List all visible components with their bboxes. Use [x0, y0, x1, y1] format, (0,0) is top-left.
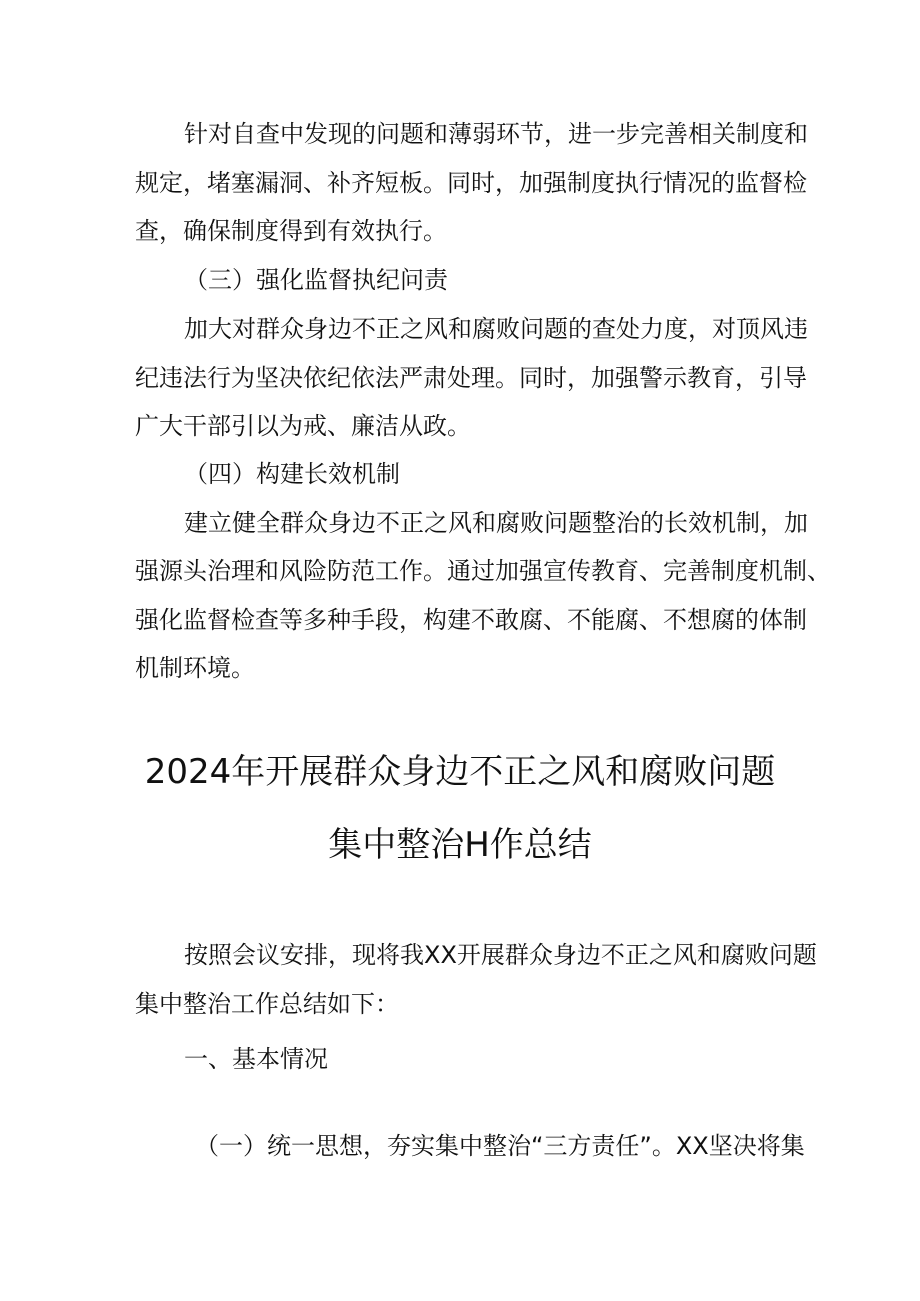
- paragraph-line: 强源头治理和风险防范工作。通过加强宣传教育、完善制度机制、: [135, 557, 831, 585]
- paragraph-line: 广大干部引以为戒、廉洁从政。: [135, 412, 471, 440]
- intro-line: 按照会议安排，现将我XX开展群众身边不正之风和腐败问题: [184, 941, 817, 969]
- section-heading-1: 一、基本情况: [184, 1045, 328, 1073]
- document-title-line-2: 集中整治H作总结: [328, 825, 592, 865]
- paragraph-line: 加大对群众身边不正之风和腐败问题的查处力度，对顶风违: [184, 315, 808, 343]
- paragraph-line: 针对自查中发现的问题和薄弱环节，进一步完善相关制度和: [184, 120, 808, 148]
- paragraph-line: 规定，堵塞漏洞、补齐短板。同时，加强制度执行情况的监督检: [135, 169, 807, 197]
- section-heading-3: （三）强化监督执纪问责: [184, 266, 448, 294]
- subsection-heading-1: （一）统一思想，夯实集中整治“三方责任”。XX坚决将集: [195, 1132, 805, 1160]
- paragraph-line: 机制环境。: [135, 654, 255, 682]
- paragraph-line: 纪违法行为坚决依纪依法严肃处理。同时，加强警示教育，引导: [135, 364, 807, 392]
- paragraph-line: 建立健全群众身边不正之风和腐败问题整治的长效机制，加: [184, 509, 808, 537]
- paragraph-line: 查，确保制度得到有效执行。: [135, 217, 447, 245]
- paragraph-line: 强化监督检查等多种手段，构建不敢腐、不能腐、不想腐的体制: [135, 606, 807, 634]
- document-title-line-1: 2024年开展群众身边不正之风和腐败问题: [144, 752, 776, 792]
- intro-line: 集中整治工作总结如下：: [135, 990, 399, 1018]
- section-heading-4: （四）构建长效机制: [184, 460, 400, 488]
